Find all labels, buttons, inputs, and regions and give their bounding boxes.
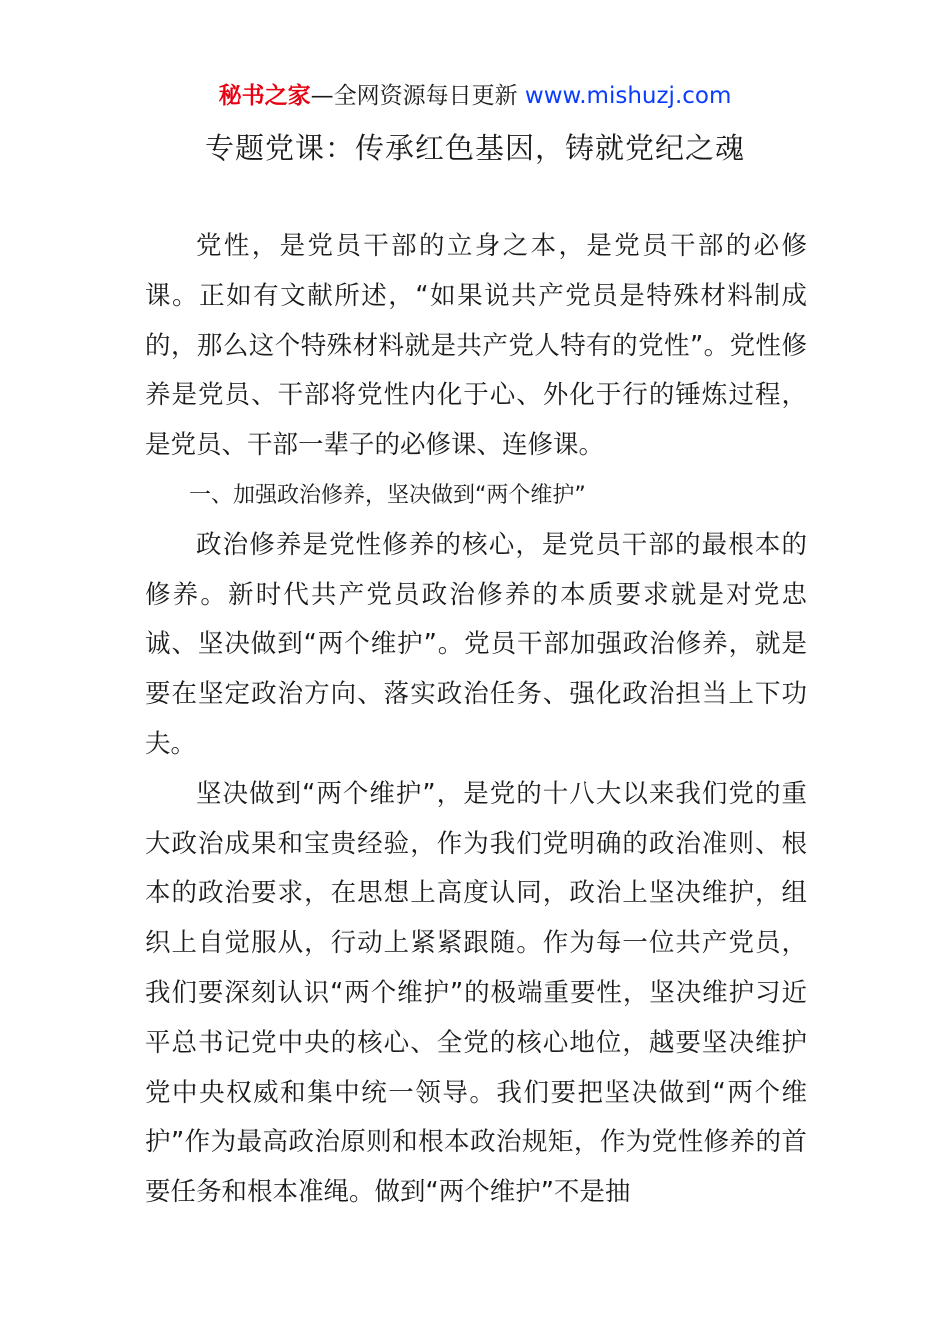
paragraph-intro: 党性，是党员干部的立身之本，是党员干部的必修课。正如有文献所述，“如果说共产党员是特殊材料制成的，那么这个特殊材料就是共产党人特有的党性”。党性修养是党员、干部将党性内化于心、外化于行的锤炼过程，是党员、干部一辈子的必修课、连修课。 <box>145 231 807 461</box>
document-body <box>145 222 807 1218</box>
site-name: 秘书之家 <box>218 83 311 109</box>
document-title: 专题党课：传承红色基因，铸就党纪之魂 <box>204 131 745 165</box>
site-header <box>0 80 950 112</box>
paragraph-two-safeguards: 坚决做到“两个维护”，是党的十八大以来我们党的重大政治成果和宝贵经验，作为我们党明确的政治准则、根本的政治要求，在思想上高度认同，政治上坚决维护，组织上自觉服从，行动上紧紧跟随。作为每一位共产党员，我们要深刻认识“两个维护”的极端重要性，坚决维护习近平总书记党中央的核心、全党的核心地位，越要坚决维护党中央权威和集中统一领导。我们要把坚决做到“两个维护”作为最高政治原则和根本政治规矩，作为党性修养的首要任务和根本准绳。做到“两个维护”不是抽 <box>145 778 807 1208</box>
section-heading-1: 一、加强政治修养，坚决做到“两个维护” <box>189 482 586 508</box>
paragraph-political-cultivation: 政治修养是党性修养的核心，是党员干部的最根本的修养。新时代共产党员政治修养的本质要求就是对党忠诚、坚决做到“两个维护”。党员干部加强政治修养，就是要在坚定政治方向、落实政治任务、强化政治担当上下功夫。 <box>145 529 807 759</box>
site-url-link[interactable]: www.mishuzj.com <box>524 83 732 109</box>
site-tagline: —全网资源每日更新 <box>310 83 525 109</box>
